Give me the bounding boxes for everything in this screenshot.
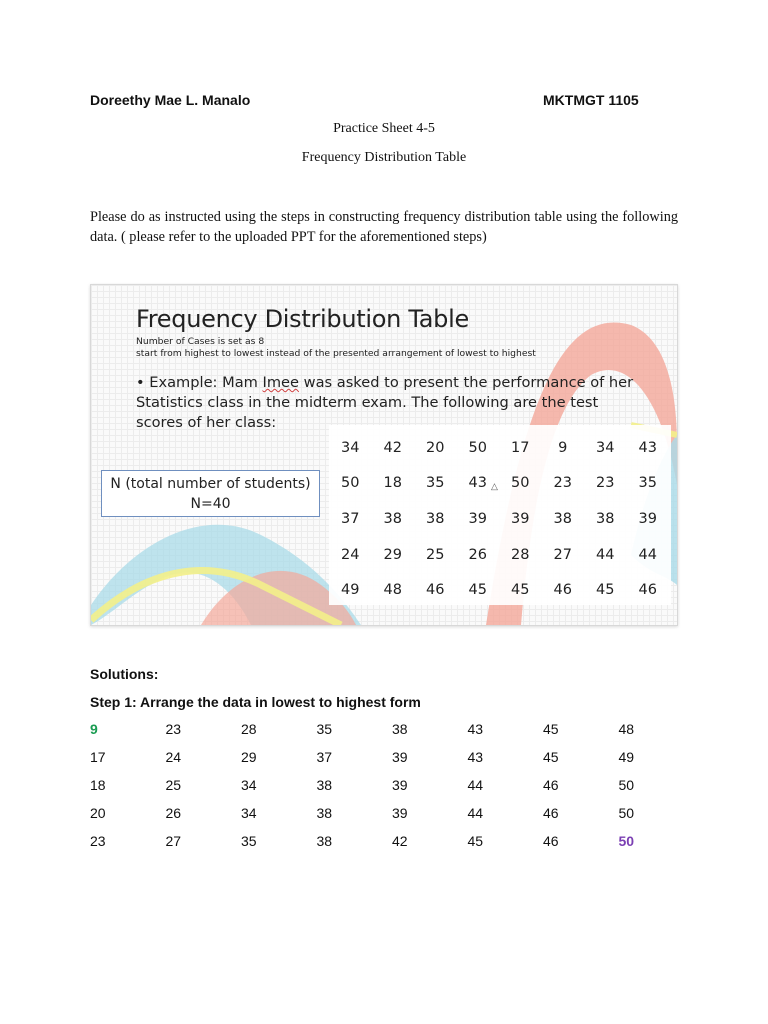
- sorted-cell: 23: [165, 721, 182, 737]
- sorted-cell: 50: [618, 805, 635, 821]
- score-cell: 39: [468, 510, 487, 527]
- total-students-box: [101, 470, 320, 517]
- sorted-cell: 43: [467, 749, 484, 765]
- instructions-paragraph: Please do as instructed using the steps in constructing frequency distribution table using the following data. ( please refer to the uploaded PPT for the aforementioned steps): [90, 209, 678, 245]
- score-cell: 17: [511, 439, 530, 456]
- slide-title: Frequency Distribution Table: [136, 305, 469, 333]
- score-cell: 46: [553, 582, 572, 599]
- sorted-cell: 45: [543, 749, 559, 765]
- sorted-cell: 39: [392, 805, 408, 821]
- score-cell: 38: [553, 510, 572, 527]
- score-cell: 44: [638, 546, 657, 563]
- course-code: MKTMGT 1105: [543, 92, 639, 108]
- score-cell: 35: [426, 475, 445, 492]
- score-cell: 20: [426, 439, 445, 456]
- score-row: [329, 572, 669, 608]
- bullet-rest: was asked to present the performance of her Statistics class in the midterm exam. The following are the test scores of her class:: [136, 374, 634, 431]
- score-row: [329, 501, 669, 537]
- sorted-cell: 17: [90, 749, 106, 765]
- score-cell: 27: [553, 546, 572, 563]
- sorted-data-table: [90, 715, 694, 855]
- score-row: [329, 466, 669, 502]
- sorted-cell: 35: [316, 721, 333, 737]
- mouse-cursor-icon: △: [491, 481, 498, 491]
- score-cell: 42: [383, 439, 402, 456]
- score-cell: 46: [426, 582, 445, 599]
- score-cell: 46: [638, 582, 657, 599]
- score-cell: 23: [553, 475, 572, 492]
- n-box-value: N=40: [190, 496, 231, 512]
- sorted-row: [90, 827, 694, 855]
- sorted-cell: 35: [241, 833, 257, 849]
- sorted-row: [90, 799, 694, 827]
- sorted-cell: 34: [241, 777, 257, 793]
- sorted-cell: 23: [90, 833, 106, 849]
- sorted-cell: 34: [241, 805, 257, 821]
- score-cell: 34: [341, 439, 360, 456]
- slide-example-bullet: [136, 373, 636, 433]
- score-cell: 38: [426, 510, 445, 527]
- sorted-cell: 50: [618, 777, 635, 793]
- sorted-cell: 46: [543, 777, 559, 793]
- step1-heading: Step 1: Arrange the data in lowest to highest form: [90, 694, 421, 710]
- score-cell: 44: [596, 546, 615, 563]
- score-cell: 50: [468, 439, 487, 456]
- sorted-cell: 50: [618, 833, 635, 849]
- score-cell: 49: [341, 582, 360, 599]
- author-name: Doreethy Mae L. Manalo: [90, 92, 251, 108]
- score-cell: 39: [511, 510, 530, 527]
- sorted-cell: 37: [316, 749, 333, 765]
- sorted-cell: 44: [467, 805, 484, 821]
- score-cell: 29: [383, 546, 402, 563]
- solutions-heading: Solutions:: [90, 666, 159, 682]
- sorted-cell: 42: [392, 833, 408, 849]
- sorted-cell: 28: [241, 721, 257, 737]
- sorted-cell: 38: [316, 777, 333, 793]
- sorted-cell: 39: [392, 749, 408, 765]
- sorted-cell: 45: [467, 833, 484, 849]
- sorted-cell: 38: [316, 833, 333, 849]
- sorted-cell: 48: [618, 721, 635, 737]
- sorted-cell: 26: [165, 805, 182, 821]
- score-cell: 25: [426, 546, 445, 563]
- score-cell: 35: [638, 475, 657, 492]
- sheet-title: Practice Sheet 4-5: [333, 121, 435, 136]
- sorted-cell: 49: [618, 749, 635, 765]
- bullet-prefix: • Example: Mam: [136, 374, 263, 391]
- sorted-cell: 18: [90, 777, 106, 793]
- score-cell: 37: [341, 510, 360, 527]
- sorted-cell: 25: [165, 777, 182, 793]
- score-cell: 50: [341, 475, 360, 492]
- score-cell: 39: [638, 510, 657, 527]
- sorted-cell: 44: [467, 777, 484, 793]
- sorted-cell: 43: [467, 721, 484, 737]
- topic-title: Frequency Distribution Table: [301, 150, 467, 165]
- score-cell: 18: [383, 475, 402, 492]
- sorted-row: [90, 771, 694, 799]
- sorted-cell: 9: [90, 721, 98, 737]
- sorted-cell: 24: [165, 749, 182, 765]
- embedded-slide-image: [90, 284, 678, 626]
- score-cell: 45: [468, 582, 487, 599]
- score-cell: 23: [596, 475, 615, 492]
- sorted-cell: 45: [543, 721, 559, 737]
- score-cell: 34: [596, 439, 615, 456]
- score-cell: 45: [511, 582, 530, 599]
- sorted-cell: 46: [543, 805, 559, 821]
- sorted-cell: 46: [543, 833, 559, 849]
- sorted-cell: 20: [90, 805, 106, 821]
- sorted-row: [90, 743, 694, 771]
- sorted-cell: 29: [241, 749, 257, 765]
- score-cell: 50: [511, 475, 530, 492]
- slide-note-order: start from highest to lowest instead of the presented arrangement of lowest to highest: [136, 348, 536, 359]
- sorted-cell: 27: [165, 833, 182, 849]
- score-row: [329, 537, 669, 573]
- n-box-label: N (total number of students): [110, 476, 311, 492]
- score-cell: 48: [383, 582, 402, 599]
- sorted-cell: 38: [316, 805, 333, 821]
- slide-note-cases: Number of Cases is set as 8: [136, 336, 265, 347]
- score-row: [329, 430, 669, 466]
- score-cell: 43: [468, 475, 487, 492]
- test-scores-table: [329, 430, 669, 608]
- bullet-name: Imee: [262, 374, 299, 391]
- sorted-cell: 38: [392, 721, 408, 737]
- sorted-row: [90, 715, 694, 743]
- score-cell: 45: [596, 582, 615, 599]
- score-cell: 24: [341, 546, 360, 563]
- score-cell: 38: [383, 510, 402, 527]
- score-cell: 9: [558, 439, 568, 456]
- score-cell: 43: [638, 439, 657, 456]
- score-cell: 26: [468, 546, 487, 563]
- score-cell: 38: [596, 510, 615, 527]
- score-cell: 28: [511, 546, 530, 563]
- sorted-cell: 39: [392, 777, 408, 793]
